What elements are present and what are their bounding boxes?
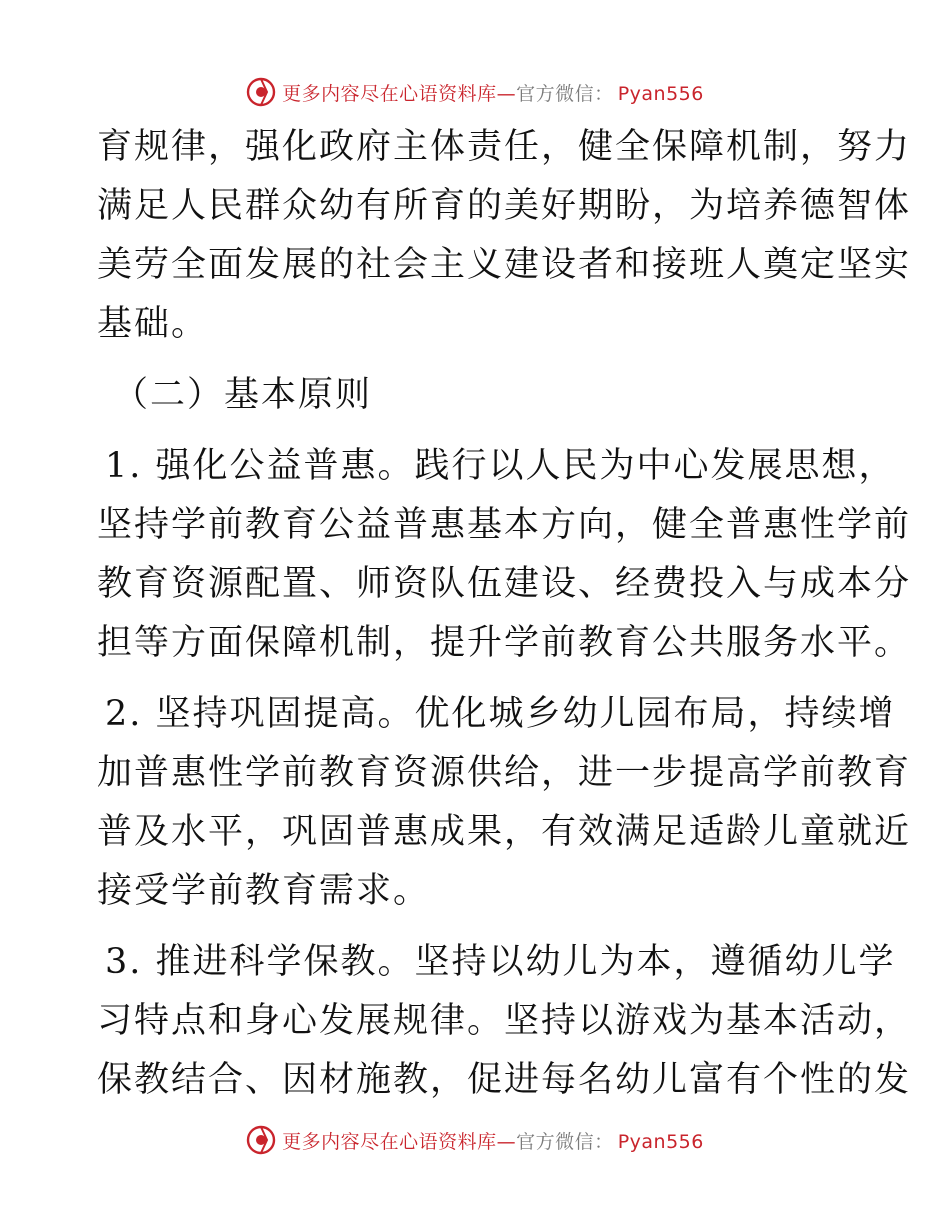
- text-line: 美劳全面发展的社会主义建设者和接班人奠定坚实: [97, 245, 912, 285]
- text-line: 担等方面保障机制，提升学前教育公共服务水平。: [97, 623, 912, 663]
- paragraph-intro: [97, 118, 912, 354]
- text-line: 习特点和身心发展规律。坚持以游戏为基本活动，: [97, 1001, 912, 1041]
- text-line: 3. 推进科学保教。坚持以幼儿为本，遵循幼儿学: [105, 942, 896, 982]
- footer-wechat-label: 官方微信：: [516, 1130, 614, 1153]
- footer-brand: 更多内容尽在心语资料库: [282, 1130, 497, 1153]
- text-line: 1. 强化公益普惠。践行以人民为中心发展思想，: [105, 446, 896, 486]
- footer-watermark: [0, 1120, 950, 1160]
- text-line: 坚持学前教育公益普惠基本方向，健全普惠性学前: [97, 505, 912, 545]
- document-body: [97, 118, 912, 1110]
- principle-item-3: [97, 933, 912, 1110]
- header-watermark-text: [282, 79, 704, 106]
- footer-watermark-text: [282, 1127, 704, 1154]
- section-heading: （二）基本原则: [113, 375, 373, 415]
- header-watermark: [0, 72, 950, 112]
- header-separator: —: [496, 82, 517, 105]
- text-line: 满足人民群众幼有所育的美好期盼，为培养德智体: [97, 186, 912, 226]
- header-wechat-label: 官方微信：: [516, 82, 614, 105]
- principle-item-1: [97, 437, 912, 673]
- footer-wechat-id: Pyan556: [617, 1130, 704, 1153]
- text-line: 2. 坚持巩固提高。优化城乡幼儿园布局，持续增: [105, 694, 896, 734]
- text-line: 基础。: [97, 304, 209, 344]
- header-brand: 更多内容尽在心语资料库: [282, 82, 497, 105]
- text-line: 接受学前教育需求。: [97, 871, 431, 911]
- text-line: 育规律，强化政府主体责任，健全保障机制，努力: [97, 127, 912, 167]
- principle-item-2: [97, 685, 912, 921]
- text-line: 加普惠性学前教育资源供给，进一步提高学前教育: [97, 753, 912, 793]
- footer-separator: —: [496, 1130, 517, 1153]
- text-line: 普及水平，巩固普惠成果，有效满足适龄儿童就近: [97, 812, 912, 852]
- header-wechat-id: Pyan556: [617, 82, 704, 105]
- brand-logo-icon: [246, 1125, 276, 1155]
- text-line: 教育资源配置、师资队伍建设、经费投入与成本分: [97, 564, 912, 604]
- brand-logo-icon: [246, 77, 276, 107]
- text-line: 保教结合、因材施教，促进每名幼儿富有个性的发: [97, 1060, 912, 1100]
